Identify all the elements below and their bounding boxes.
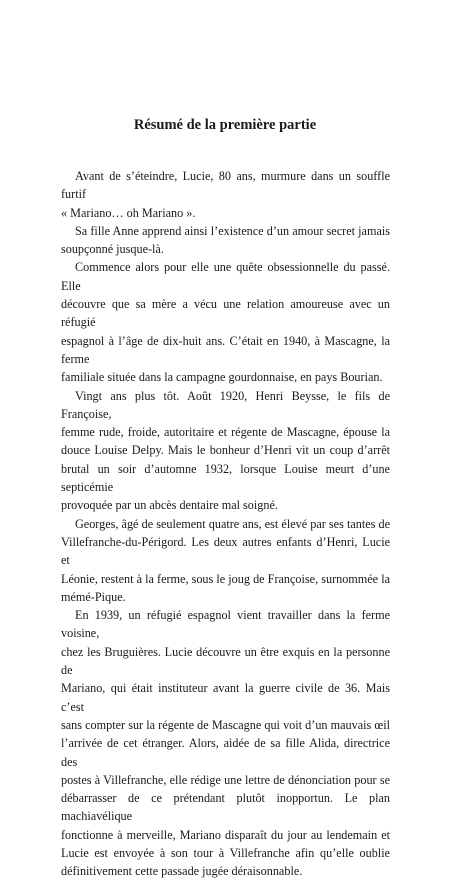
text-line: Léonie, restent à la ferme, sous le joug de Françoise, surnommée la [61, 571, 390, 586]
text-line: « Mariano… oh Mariano ». [61, 205, 196, 220]
text-line: sans compter sur la régente de Mascagne qui voit d’un mauvais œil [61, 717, 390, 732]
page-title: Résumé de la première partie [133, 117, 317, 133]
text-line: mémé-Pique. [61, 589, 126, 604]
text-line: fonctionne à merveille, Mariano disparaît du jour au lendemain et [61, 827, 390, 842]
summary-body [61, 167, 390, 881]
text-line: Sa fille Anne apprend ainsi l’existence d’un amour secret jamais [75, 223, 390, 238]
text-line: Georges, âgé de seulement quatre ans, est élevé par ses tantes de [75, 516, 390, 531]
text-line: définitivement cette passade jugée déraisonnable. [61, 864, 303, 879]
text-line: Avant de s’éteindre, Lucie, 80 ans, murmure dans un souffle furtif [61, 169, 390, 202]
text-line: familiale située dans la campagne gourdonnaise, en pays Bourian. [61, 370, 383, 385]
text-line: espagnol à l’âge de dix-huit ans. C’était en 1940, à Mascagne, la ferme [61, 333, 390, 366]
text-line: brutal un soir d’automne 1932, lorsque Louise meurt d’une septicémie [61, 461, 390, 495]
text-line: provoquée par un abcès dentaire mal soigné. [61, 498, 278, 513]
paragraph [61, 606, 390, 880]
paragraph [61, 167, 390, 222]
text-line: Mariano, qui était instituteur avant la guerre civile de 36. Mais c’est [61, 681, 390, 714]
text-line: Commence alors pour elle une quête obsessionnelle du passé. Elle [61, 260, 390, 293]
text-line: soupçonné jusque-là. [61, 242, 164, 257]
text-line: Lucie est envoyée à son tour à Villefranche afin qu’elle oublie [61, 845, 390, 860]
text-line: débarrasser de ce prétendant plutôt inopportun. Le plan machiavélique [61, 791, 390, 824]
text-line: Vingt ans plus tôt. Août 1920, Henri Beysse, le fils de Françoise, [61, 388, 390, 421]
text-line: En 1939, un réfugié espagnol vient travailler dans la ferme voisine, [61, 608, 390, 641]
text-line: femme rude, froide, autoritaire et régente de Mascagne, épouse la [61, 425, 390, 440]
text-line: l’arrivée de cet étranger. Alors, aidée de sa fille Alida, directrice des [61, 736, 390, 769]
paragraph [61, 387, 390, 515]
text-line: découvre que sa mère a vécu une relation amoureuse avec un réfugié [61, 297, 390, 330]
text-line: Villefranche-du-Périgord. Les deux autres enfants d’Henri, Lucie et [61, 534, 390, 568]
text-line: douce Louise Delpy. Mais le bonheur d’Henri vit un coup d’arrêt [61, 443, 390, 458]
text-line: postes à Villefranche, elle rédige une lettre de dénonciation pour se [61, 772, 390, 787]
paragraph [61, 515, 390, 606]
text-line: chez les Bruguières. Lucie découvre un être exquis en la personne de [61, 644, 390, 678]
paragraph [61, 222, 390, 259]
paragraph [61, 258, 390, 386]
